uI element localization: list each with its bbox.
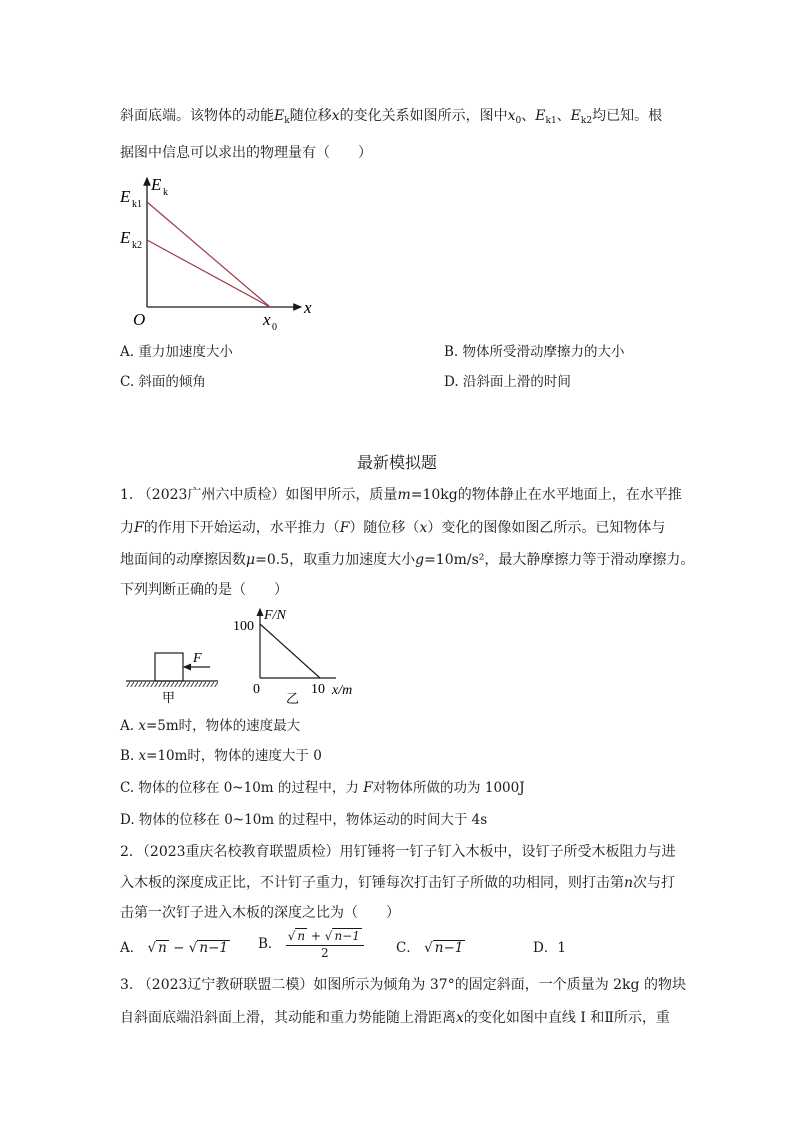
subscript: k2 [580, 116, 593, 126]
symbol: x [138, 718, 146, 734]
intro-option-d[interactable]: D. 沿斜面上滑的时间 [444, 374, 571, 390]
symbol: E [535, 108, 546, 124]
q1-option-a[interactable] [120, 716, 300, 736]
text: =10m时，物体的速度大于 0 [146, 748, 322, 764]
sqrt-sign: √ [188, 940, 198, 956]
figure-yi-fx-graph [228, 603, 368, 713]
text: 力 [120, 520, 134, 536]
q1-option-b[interactable] [120, 746, 322, 766]
text: 自斜面底端沿斜面上滑，其动能和重力势能随上滑距离 [120, 1010, 456, 1026]
text: A. [120, 718, 139, 734]
ek2-label-sub: k2 [132, 240, 142, 251]
intro-line-2: 据图中信息可以求出的物理量有（ ） [120, 145, 372, 161]
radicand: n−1 [434, 940, 464, 956]
force-line [260, 624, 320, 678]
q2-line-2 [120, 873, 675, 893]
symbol: x [419, 520, 428, 536]
sqrt-sign: √ [324, 929, 333, 943]
text: 的作用下开始运动，水平推力（ [143, 520, 340, 536]
text: 斜面底端。该物体的动能 [120, 108, 274, 124]
radicand: n [297, 929, 306, 943]
text: 、 [521, 108, 536, 124]
subscript: k1 [545, 116, 557, 126]
ek1-label: E [120, 187, 131, 206]
q1-option-c[interactable] [120, 778, 525, 798]
symbol: m [397, 487, 411, 503]
text: 入木板的深度成正比，不计钉子重力，钉锤每次打击钉子所做的功相同，则打击第 [120, 875, 624, 891]
text: 次与打 [633, 875, 676, 891]
radicand: n−1 [199, 940, 228, 956]
ek1-line [147, 202, 270, 307]
ground-hatch [126, 682, 218, 687]
ek-x-graph [115, 170, 325, 330]
fraction [286, 928, 364, 960]
y-axis-label-sub: k [163, 187, 168, 198]
figure-jia-caption: 甲 [162, 690, 176, 705]
symbol: n [624, 875, 634, 891]
q1-line-3 [120, 550, 694, 570]
intro-line-1 [120, 106, 662, 131]
origin-label: O [133, 310, 146, 329]
origin-label: 0 [253, 682, 260, 697]
symbol: x [456, 1010, 464, 1026]
text: 的变化关系如图所示，图中 [339, 108, 508, 124]
x-axis-label: x [304, 298, 312, 317]
y-axis-label: F/N [264, 608, 286, 623]
radicand: n−1 [334, 929, 360, 943]
text: =5m时，物体的速度最大 [145, 718, 301, 734]
q2-option-b[interactable] [258, 928, 364, 960]
text: ）随位移（ [349, 520, 420, 536]
q2-line-1: 2．（2023重庆名校教育联盟质检）用钉锤将一钉子钉入木板中，设钉子所受木板阻力与进 [120, 844, 676, 860]
q2-option-d[interactable]: D．1 [533, 940, 566, 956]
symbol: F [363, 780, 373, 796]
text: 对物体所做的功为 1000J [372, 780, 525, 796]
q2-line-3: 击第一次钉子进入木板的深度之比为（ ） [120, 905, 400, 921]
symbol: x [138, 748, 147, 764]
force-label: F [193, 651, 202, 666]
q1-option-d[interactable]: D. 物体的位移在 0~10m 的过程中，物体运动的时间大于 4s [120, 812, 488, 828]
x-axis-label: x/m [332, 683, 353, 698]
symbol: E [274, 108, 285, 124]
sqrt-sign: √ [147, 940, 157, 956]
text: 1. （2023广州六中质检）如图甲所示，质量 [120, 487, 398, 503]
operator: + [307, 929, 325, 943]
q2-option-a[interactable] [120, 938, 230, 958]
figure-yi-caption: 乙 [286, 691, 300, 706]
q2-option-c[interactable] [396, 938, 465, 958]
text: A． [120, 940, 144, 956]
text: =10m/s²，最大静摩擦力等于滑动摩擦力。 [424, 552, 695, 568]
ek2-line [147, 240, 270, 307]
text: =0.5，取重力加速度大小 [255, 552, 416, 568]
symbol: x [507, 108, 516, 124]
text: B． [258, 936, 282, 952]
ek1-label-sub: k1 [132, 199, 142, 210]
q3-line-2 [120, 1008, 670, 1028]
symbol: E [570, 108, 581, 124]
q3-line-1: 3. （2023辽宁教研联盟二模）如图所示为倾角为 37°的固定斜面，一个质量为 2kg 的物块 [120, 977, 686, 993]
text: C． [396, 940, 420, 956]
intro-option-a[interactable]: A. 重力加速度大小 [120, 344, 233, 360]
symbol: μ [246, 552, 256, 568]
denominator: 2 [320, 946, 329, 960]
q1-line-2 [120, 518, 665, 538]
symbol: g [415, 552, 425, 568]
text: 随位移 [289, 108, 332, 124]
figure-jia [122, 640, 222, 710]
symbol: x [331, 108, 340, 124]
text: 地面间的动摩擦因数 [120, 552, 246, 568]
radicand: n [158, 940, 167, 956]
y-axis-label: E [151, 175, 162, 194]
intro-option-c[interactable]: C. 斜面的倾角 [120, 374, 206, 390]
symbol: F [339, 520, 350, 536]
q1-line-4: 下列判断正确的是（ ） [120, 582, 288, 598]
q1-line-1 [120, 485, 682, 505]
text: ）变化的图像如图乙所示。已知物体与 [427, 520, 666, 536]
text: =10kg的物体静止在水平地面上，在水平推 [410, 487, 682, 503]
text: 、 [556, 108, 571, 124]
section-title: 最新模拟题 [356, 453, 437, 472]
subscript: k [284, 116, 290, 126]
y-tick-label: 100 [233, 619, 254, 634]
x0-label: x [263, 310, 271, 329]
text: 的变化如图中直线 I 和Ⅱ所示，重 [463, 1010, 670, 1026]
symbol: F [134, 520, 144, 536]
operator: − [168, 940, 189, 956]
text: C. 物体的位移在 0~10m 的过程中，力 [120, 780, 364, 796]
subscript: 0 [515, 116, 522, 126]
text: B. [120, 748, 139, 764]
sqrt-sign: √ [424, 940, 433, 956]
sqrt-sign: √ [287, 929, 296, 943]
x0-label-sub: 0 [272, 322, 277, 330]
ek2-label: E [120, 228, 131, 247]
intro-option-b[interactable]: B. 物体所受滑动摩擦力的大小 [444, 344, 625, 360]
block [155, 653, 183, 681]
x-tick-label: 10 [311, 682, 325, 697]
text: 均已知。根 [592, 108, 663, 124]
